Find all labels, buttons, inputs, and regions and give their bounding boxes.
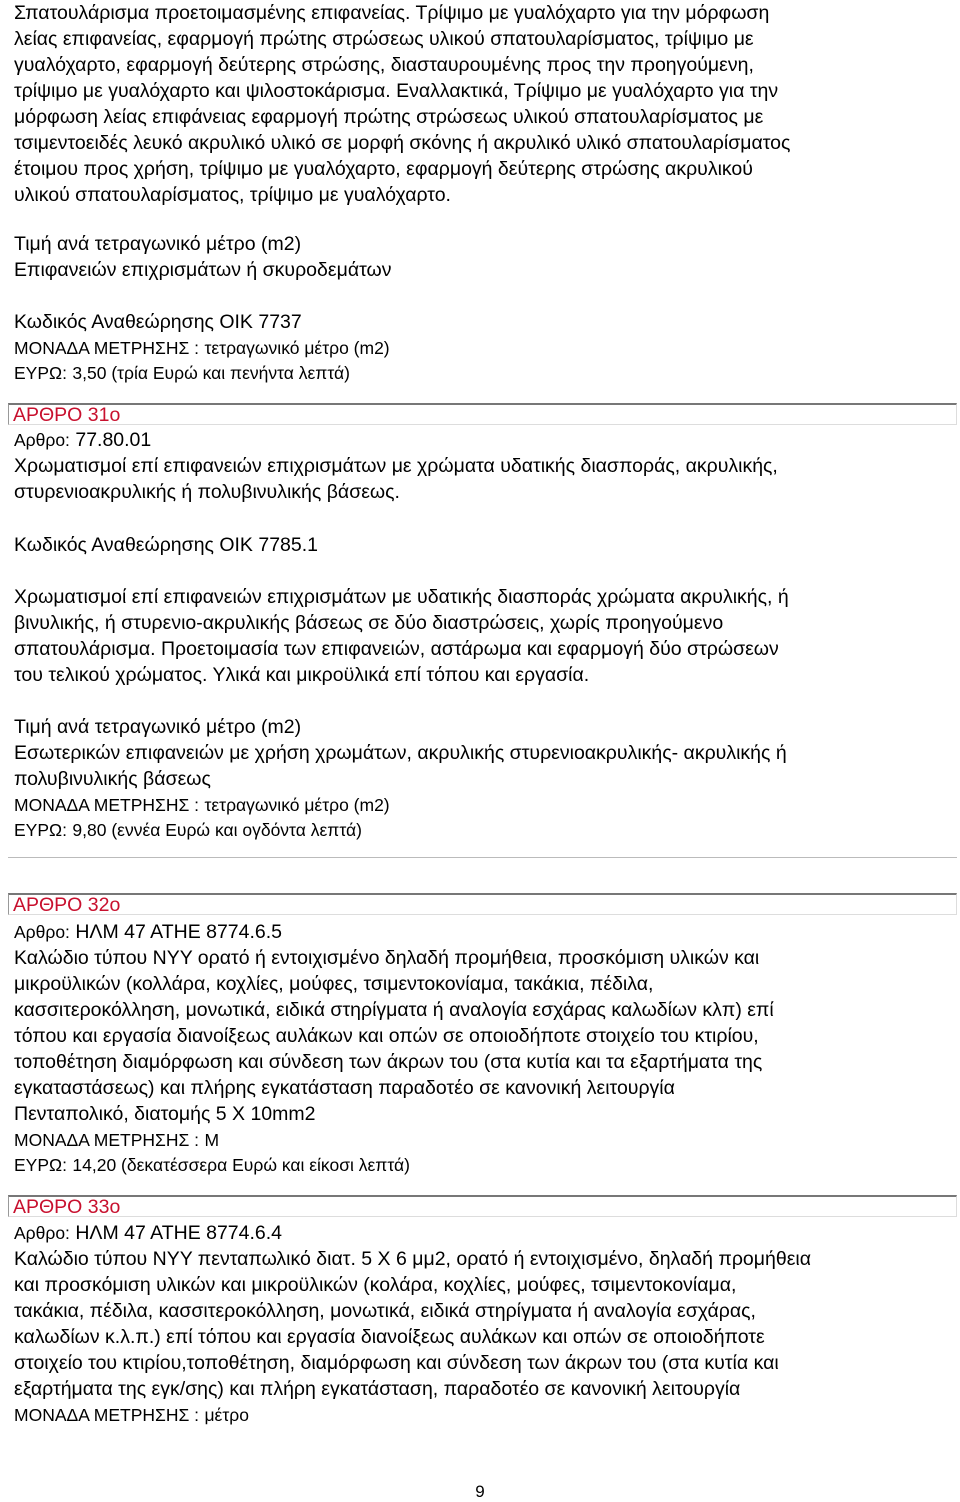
article-32-unit (14, 1127, 949, 1153)
article-33-desc (14, 1246, 949, 1402)
article-32-header (8, 893, 957, 915)
arthro-label: Αρθρο: (14, 922, 70, 942)
price-category: Εσωτερικών επιφανειών με χρήση χρωμάτων, ακρυλικής στυρενιοακρυλικής- ακρυλικής ή (14, 742, 787, 764)
text-line: Καλώδιο τύπου ΝΥΥ ορατό ή εντοιχισμένο δηλαδή προμήθεια, προσκόμιση υλικών και (14, 947, 760, 969)
unit-line-1 (14, 335, 949, 361)
text-line: σπατουλάρισμα. Προετοιμασία των επιφανειών, αστάρωμα και εφαρμογή δύο στρώσεων (14, 638, 779, 660)
arthro-label: Αρθρο: (14, 430, 70, 450)
euro-line-1 (14, 360, 949, 386)
article-32-euro (14, 1152, 949, 1178)
arthro-value: ΗΛΜ 47 ΑΤΗΕ 8774.6.4 (75, 1222, 283, 1244)
text-line: Πενταπολικό, διατομής 5 Χ 10mm2 (14, 1103, 316, 1125)
article-33-code (14, 1220, 949, 1246)
price-line: Τιμή ανά τετραγωνικό μέτρο (m2) (14, 233, 302, 255)
text-line: καλωδίων κ.λ.π.) επί τόπου και εργασία διανοίξεως αυλάκων και οπών σε οποιοδήποτε (14, 1326, 765, 1348)
price-block-1 (14, 231, 949, 283)
unit-value: μέτρο (204, 1405, 249, 1425)
text-line: στυρενιοακρυλικής ή πολυβινυλικής βάσεως. (14, 481, 400, 503)
text-line: Σπατουλάρισμα προετοιμασμένης επιφανείας. Τρίψιμο με γυαλόχαρτο για την μόρφωση (14, 2, 770, 24)
text-line: τοποθέτηση διαμόρφωση και σύνδεση των άκρων του (στα κυτία και τα εξαρτήματα της (14, 1051, 763, 1073)
article-32-desc (14, 945, 949, 1127)
text-line: υλικού σπατουλαρίσματος, τρίψιμο με γυαλόχαρτο. (14, 184, 451, 206)
divider (8, 857, 957, 858)
unit-label: ΜΟΝΑΔΑ ΜΕΤΡΗΣΗΣ : (14, 795, 200, 815)
euro-label: ΕΥΡΩ: (14, 363, 67, 383)
article-31-unit (14, 792, 949, 818)
article-31-detail (14, 584, 949, 688)
text-line: τακάκια, πέδιλα, κασσιτεροκόλληση, μονωτικά, ειδικά στηρίγματα ή αναλογία εσχάρας, (14, 1300, 756, 1322)
unit-label: ΜΟΝΑΔΑ ΜΕΤΡΗΣΗΣ : (14, 1130, 200, 1150)
text-line: Χρωματισμοί επί επιφανειών επιχρισμάτων με υδατικής διασποράς χρώματα ακρυλικής, ή (14, 586, 789, 608)
text-line: τρίψιμο με γυαλόχαρτο και ψιλοστοκάρισμα. Εναλλακτικά, Τρίψιμο με γυαλόχαρτο για την (14, 80, 779, 102)
text-line: Χρωματισμοί επί επιφανειών επιχρισμάτων με χρώματα υδατικής διασποράς, ακρυλικής, (14, 455, 778, 477)
text-line: εξαρτήματα της εγκ/σης) και πλήρη εγκατάσταση, παραδοτέο σε κανονική λειτουργία (14, 1378, 741, 1400)
arthro-value: 77.80.01 (75, 429, 152, 451)
unit-value: Μ (204, 1130, 220, 1150)
text-line: του τελικού χρώματος. Υλικά και μικροϋλικά επί τόπου και εργασία. (14, 664, 590, 686)
text-line: γυαλόχαρτο, εφαρμογή δεύτερης στρώσης, διασταυρουμένης προς την προηγούμενη, (14, 54, 754, 76)
text-line: στοιχείο του κτιρίου,τοποθέτηση, διαμόρφωση και σύνδεση των άκρων του (στα κυτία και (14, 1352, 779, 1374)
price-category: Επιφανειών επιχρισμάτων ή σκυροδεμάτων (14, 259, 392, 281)
text-line: μόρφωση λείας επιφάνειας εφαρμογή πρώτης στρώσεως υλικού σπατουλαρίσματος με (14, 106, 764, 128)
article-32-code (14, 919, 949, 945)
arthro-label: Αρθρο: (14, 1223, 70, 1243)
euro-label: ΕΥΡΩ: (14, 1155, 67, 1175)
text-line: λείας επιφανείας, εφαρμογή πρώτης στρώσεως υλικού σπατουλαρίσματος, τρίψιμο με (14, 28, 754, 50)
article-31-revision: Κωδικός Αναθεώρησης ΟΙΚ 7785.1 (14, 534, 319, 556)
revision-code-1: Κωδικός Αναθεώρησης ΟΙΚ 7737 (14, 311, 302, 333)
euro-value: 3,50 (τρία Ευρώ και πενήντα λεπτά) (72, 363, 350, 383)
text-line: και προσκόμιση υλικών και μικροϋλικών (κολάρα, κοχλίες, μούφες, τσιμεντοκονίαμα, (14, 1274, 737, 1296)
unit-value: τετραγωνικό μέτρο (m2) (204, 338, 390, 358)
euro-label: ΕΥΡΩ: (14, 820, 67, 840)
article-31-header (8, 403, 957, 425)
article-31-desc (14, 453, 949, 505)
article-33-unit (14, 1402, 949, 1428)
text-line: βινυλικής, ή στυρενιο-ακρυλικής βάσεως σε δύο διαστρώσεις, χωρίς προηγούμενο (14, 612, 724, 634)
text-line: κασσιτεροκόλληση, μονωτικά, ειδικά στηρίγματα ή αναλογία εσχάρας καλωδίων κλπ) επί (14, 999, 774, 1021)
unit-label: ΜΟΝΑΔΑ ΜΕΤΡΗΣΗΣ : (14, 338, 200, 358)
article-31-title: ΑΡΘΡΟ 31ο (13, 404, 121, 426)
text-line: τόπου και εργασία διανοίξεως αυλάκων και οπών σε οποιοδήποτε στοιχείο του κτιρίου, (14, 1025, 759, 1047)
article-31-price (14, 714, 949, 792)
text-line: έτοιμου προς χρήση, τρίψιμο με γυαλόχαρτο, εφαρμογή δεύτερης στρώσης ακρυλικού (14, 158, 753, 180)
text-line: Καλώδιο τύπου ΝΥΥ πενταπωλικό διατ. 5 Χ 6 μμ2, ορατό ή εντοιχισμένο, δηλαδή προμήθεια (14, 1248, 811, 1270)
text-line: μικροϋλικών (κολλάρα, κοχλίες, μούφες, τσιμεντοκονίαμα, τακάκια, πέδιλα, (14, 973, 654, 995)
article-31-code (14, 427, 949, 453)
text-line: εγκαταστάσεως) και πλήρης εγκατάσταση παραδοτέο σε κανονική λειτουργία (14, 1077, 675, 1099)
page-number: 9 (475, 1482, 485, 1501)
article-33-title: ΑΡΘΡΟ 33ο (13, 1196, 121, 1218)
price-category: πολυβινυλικής βάσεως (14, 768, 211, 790)
arthro-value: ΗΛΜ 47 ΑΤΗΕ 8774.6.5 (75, 921, 283, 943)
unit-value: τετραγωνικό μέτρο (m2) (204, 795, 390, 815)
article-33-header (8, 1195, 957, 1217)
price-line: Τιμή ανά τετραγωνικό μέτρο (m2) (14, 716, 302, 738)
unit-label: ΜΟΝΑΔΑ ΜΕΤΡΗΣΗΣ : (14, 1405, 200, 1425)
euro-value: 9,80 (εννέα Ευρώ και ογδόντα λεπτά) (72, 820, 362, 840)
euro-value: 14,20 (δεκατέσσερα Ευρώ και είκοσι λεπτά) (72, 1155, 410, 1175)
article-32-title: ΑΡΘΡΟ 32ο (13, 894, 121, 916)
intro-paragraph (14, 0, 949, 208)
article-31-euro (14, 817, 949, 843)
text-line: τσιμεντοειδές λευκό ακρυλικό υλικό σε μορφή σκόνης ή ακρυλικό υλικό σπατουλαρίσματος (14, 132, 791, 154)
